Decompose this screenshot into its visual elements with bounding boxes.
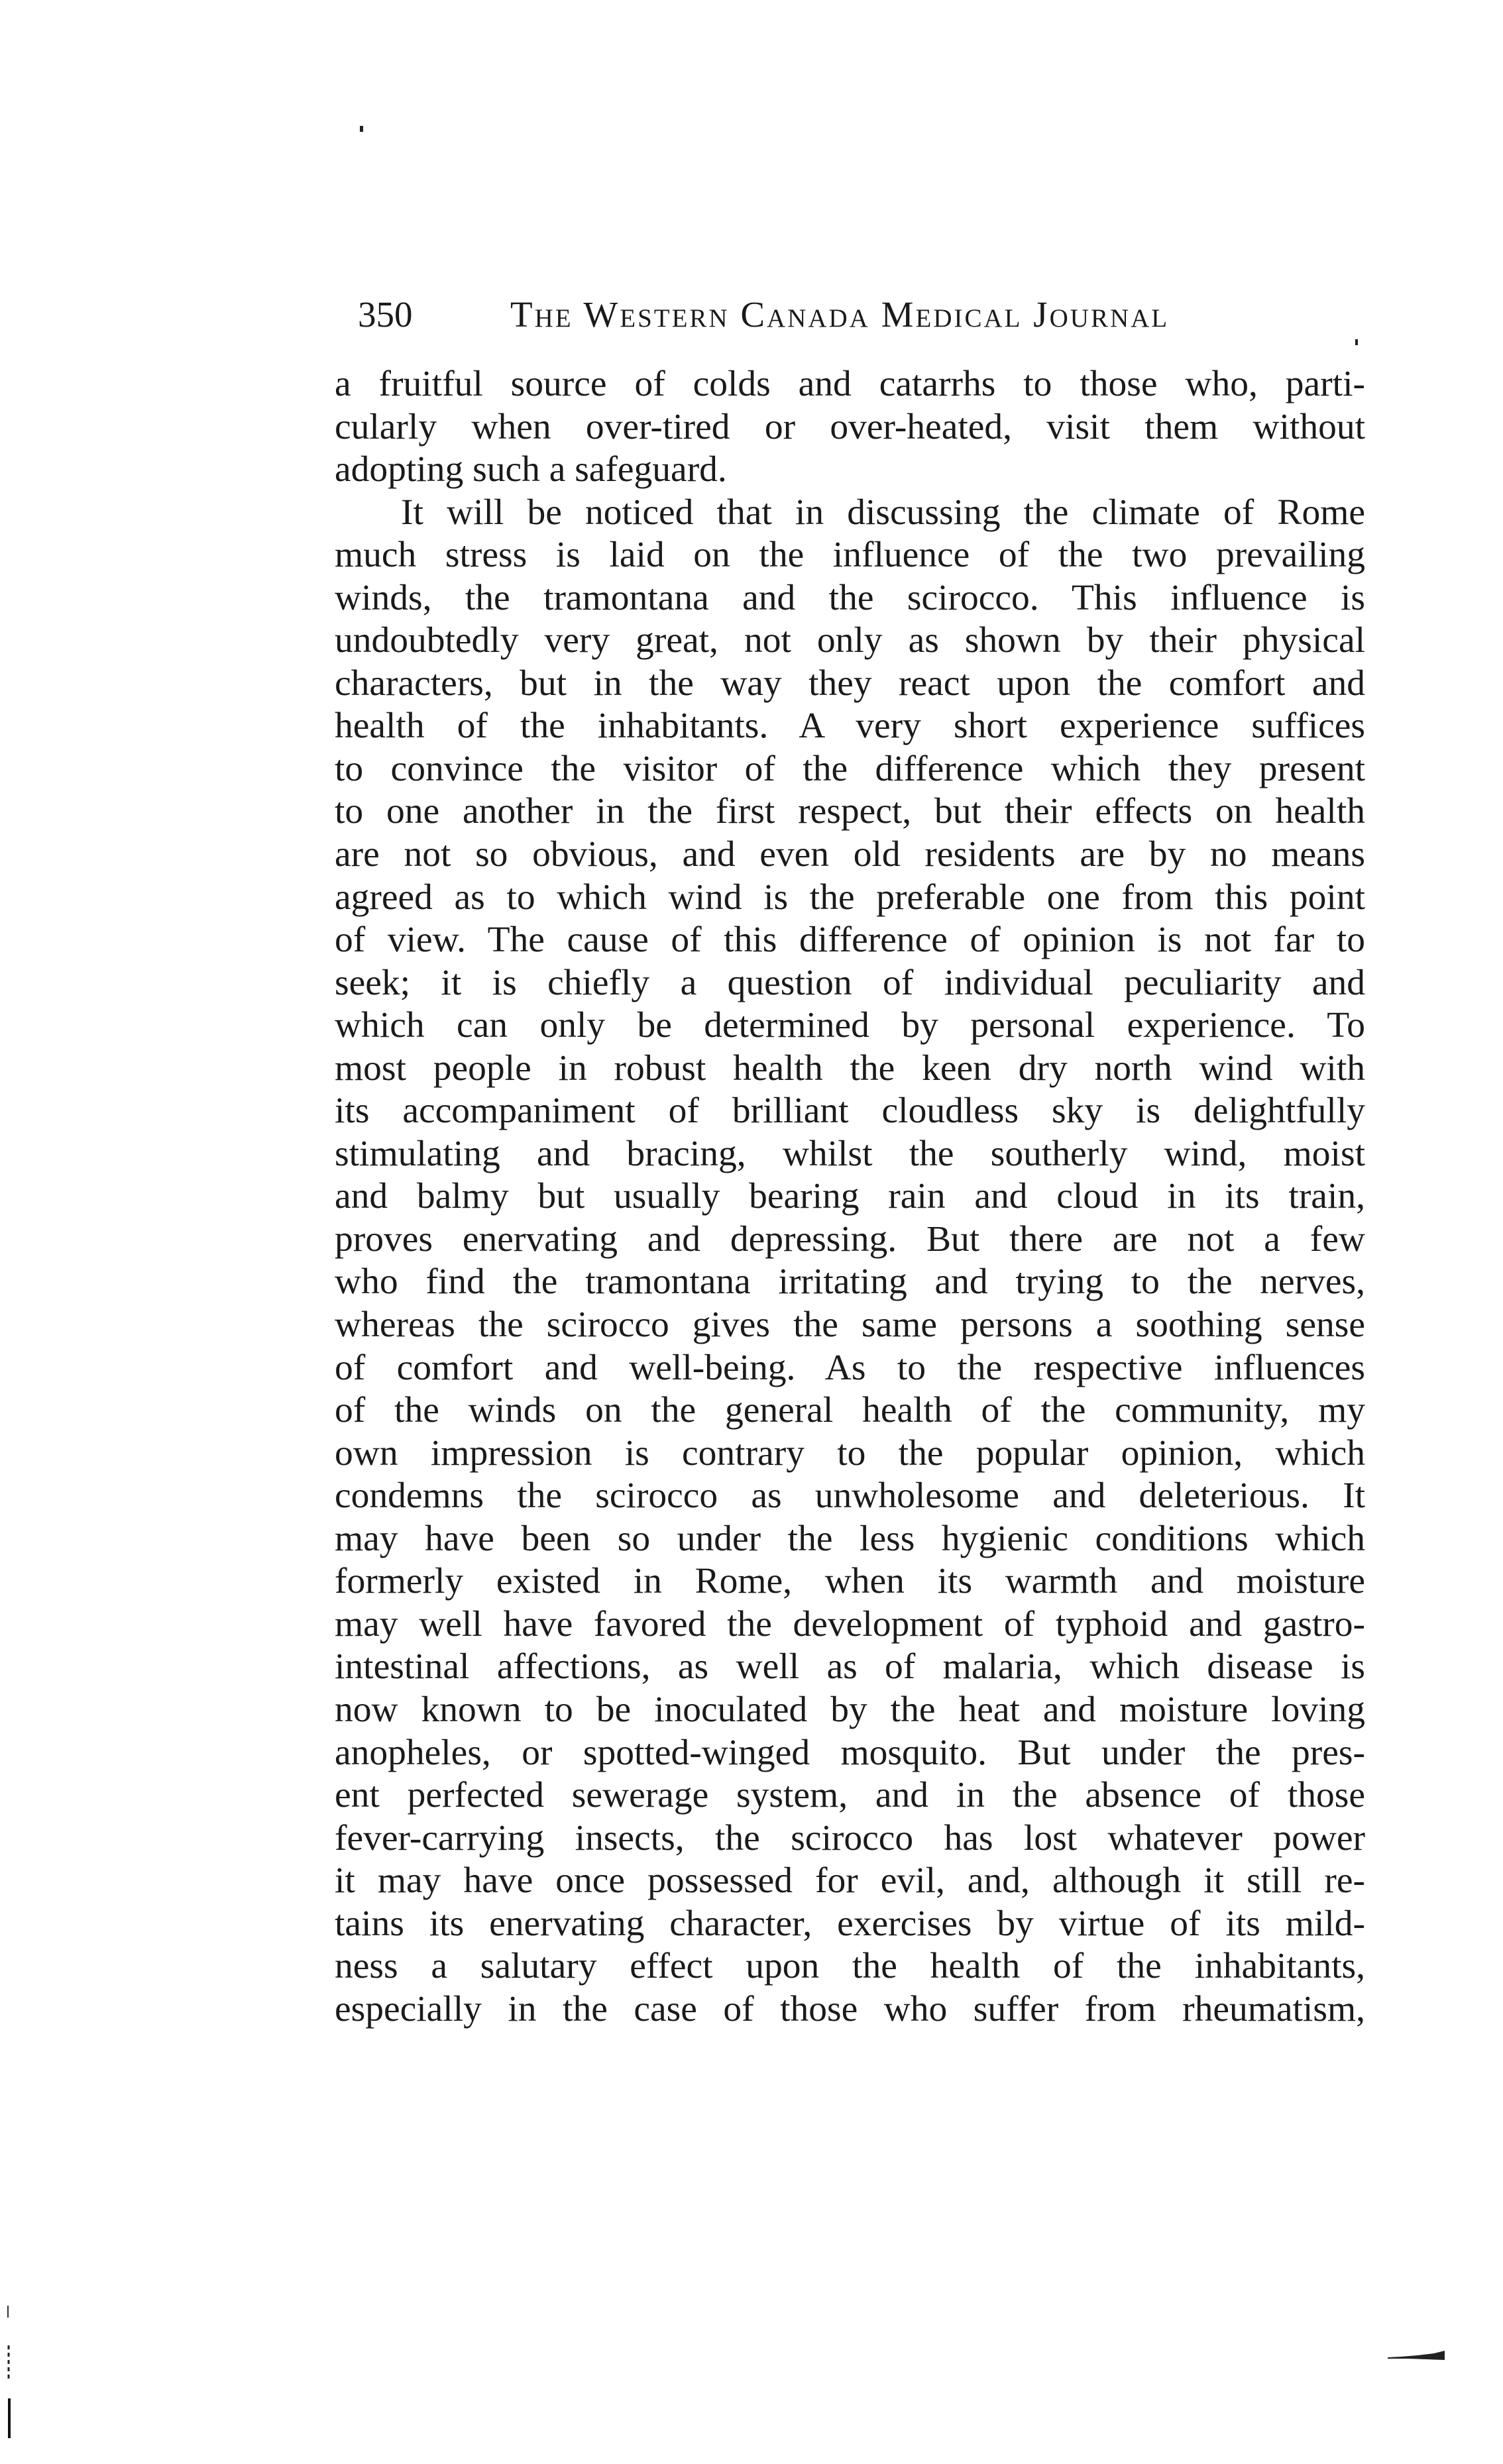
text-line: to convince the visitor of the difference which they present [335, 748, 1365, 789]
text-line: of view. The cause of this difference of opinion is not far to [335, 920, 1365, 961]
text-line: are not so obvious, and even old residents are by no means [335, 834, 1365, 875]
text-line: it may have once possessed for evil, and, although it still re- [335, 1860, 1365, 1902]
text-line: of comfort and well-being. As to the respective influences [335, 1347, 1365, 1388]
text-line: most people in robust health the keen dry north wind with [335, 1047, 1365, 1089]
text-line: intestinal affections, as well as of malaria, which disease is [335, 1646, 1365, 1687]
text-line: health of the inhabitants. A very short experience suffices [335, 706, 1365, 747]
text-line: adopting such a safeguard. [335, 449, 727, 490]
page-number: 350 [358, 294, 413, 335]
text-line: proves enervating and depressing. But there are not a few [335, 1218, 1365, 1259]
text-line: a fruitful source of colds and catarrhs to those who, parti- [335, 364, 1365, 404]
text-line: formerly existed in Rome, when its warmth and moisture [335, 1561, 1365, 1602]
text-line: whereas the scirocco gives the same persons a soothing sense [335, 1305, 1365, 1346]
text-line: undoubtedly very great, not only as shown by their physical [335, 620, 1365, 661]
text-line: of the winds on the general health of the community, my [335, 1390, 1365, 1431]
text-line: especially in the case of those who suffer from rheumatism, [335, 1988, 1365, 2029]
text-line: It will be noticed that in discussing the climate of Rome [401, 492, 1365, 533]
text-line: fever-carrying insects, the scirocco has lost whatever power [335, 1817, 1365, 1858]
scan-edge-marks [3, 2306, 15, 2438]
text-line: cularly when over-tired or over-heated, visit them without [335, 406, 1365, 447]
text-line: winds, the tramontana and the scirocco. This influence is [335, 577, 1365, 618]
running-title: The Western Canada Medical Journal [510, 294, 1170, 335]
text-line: much stress is laid on the influence of the two prevailing [335, 535, 1365, 576]
text-line: agreed as to which wind is the preferable one from this point [335, 877, 1365, 918]
running-header [358, 292, 1359, 338]
text-line: ent perfected sewerage system, and in the absence of those [335, 1775, 1365, 1816]
text-line: condemns the scirocco as unwholesome and deleterious. It [335, 1475, 1365, 1517]
scan-speck [360, 126, 363, 132]
scan-smudge-mark [1388, 2349, 1445, 2361]
text-line: ness a salutary effect upon the health of the inhabitants, [335, 1946, 1365, 1987]
text-line: characters, but in the way they react upon the comfort and [335, 663, 1365, 704]
text-line: now known to be inoculated by the heat and moisture loving [335, 1689, 1365, 1730]
body-text [335, 363, 1365, 2031]
text-line: seek; it is chiefly a question of individual peculiarity and [335, 962, 1365, 1003]
text-line: its accompaniment of brilliant cloudless sky is delightfully [335, 1091, 1365, 1132]
text-line: tains its enervating character, exercises by virtue of its mild- [335, 1903, 1365, 1944]
text-line: to one another in the first respect, but their effects on health [335, 791, 1365, 832]
text-line: anopheles, or spotted-winged mosquito. But under the pres- [335, 1732, 1365, 1773]
text-line: own impression is contrary to the popular opinion, which [335, 1432, 1365, 1473]
text-line: and balmy but usually bearing rain and cloud in its train, [335, 1176, 1365, 1217]
text-line: may well have favored the development of typhoid and gastro- [335, 1603, 1365, 1644]
text-line: may have been so under the less hygienic conditions which [335, 1518, 1365, 1559]
scan-speck [1355, 339, 1358, 345]
text-line: who find the tramontana irritating and trying to the nerves, [335, 1261, 1365, 1303]
text-line: stimulating and bracing, whilst the southerly wind, moist [335, 1133, 1365, 1174]
text-line: which can only be determined by personal experience. To [335, 1005, 1365, 1046]
